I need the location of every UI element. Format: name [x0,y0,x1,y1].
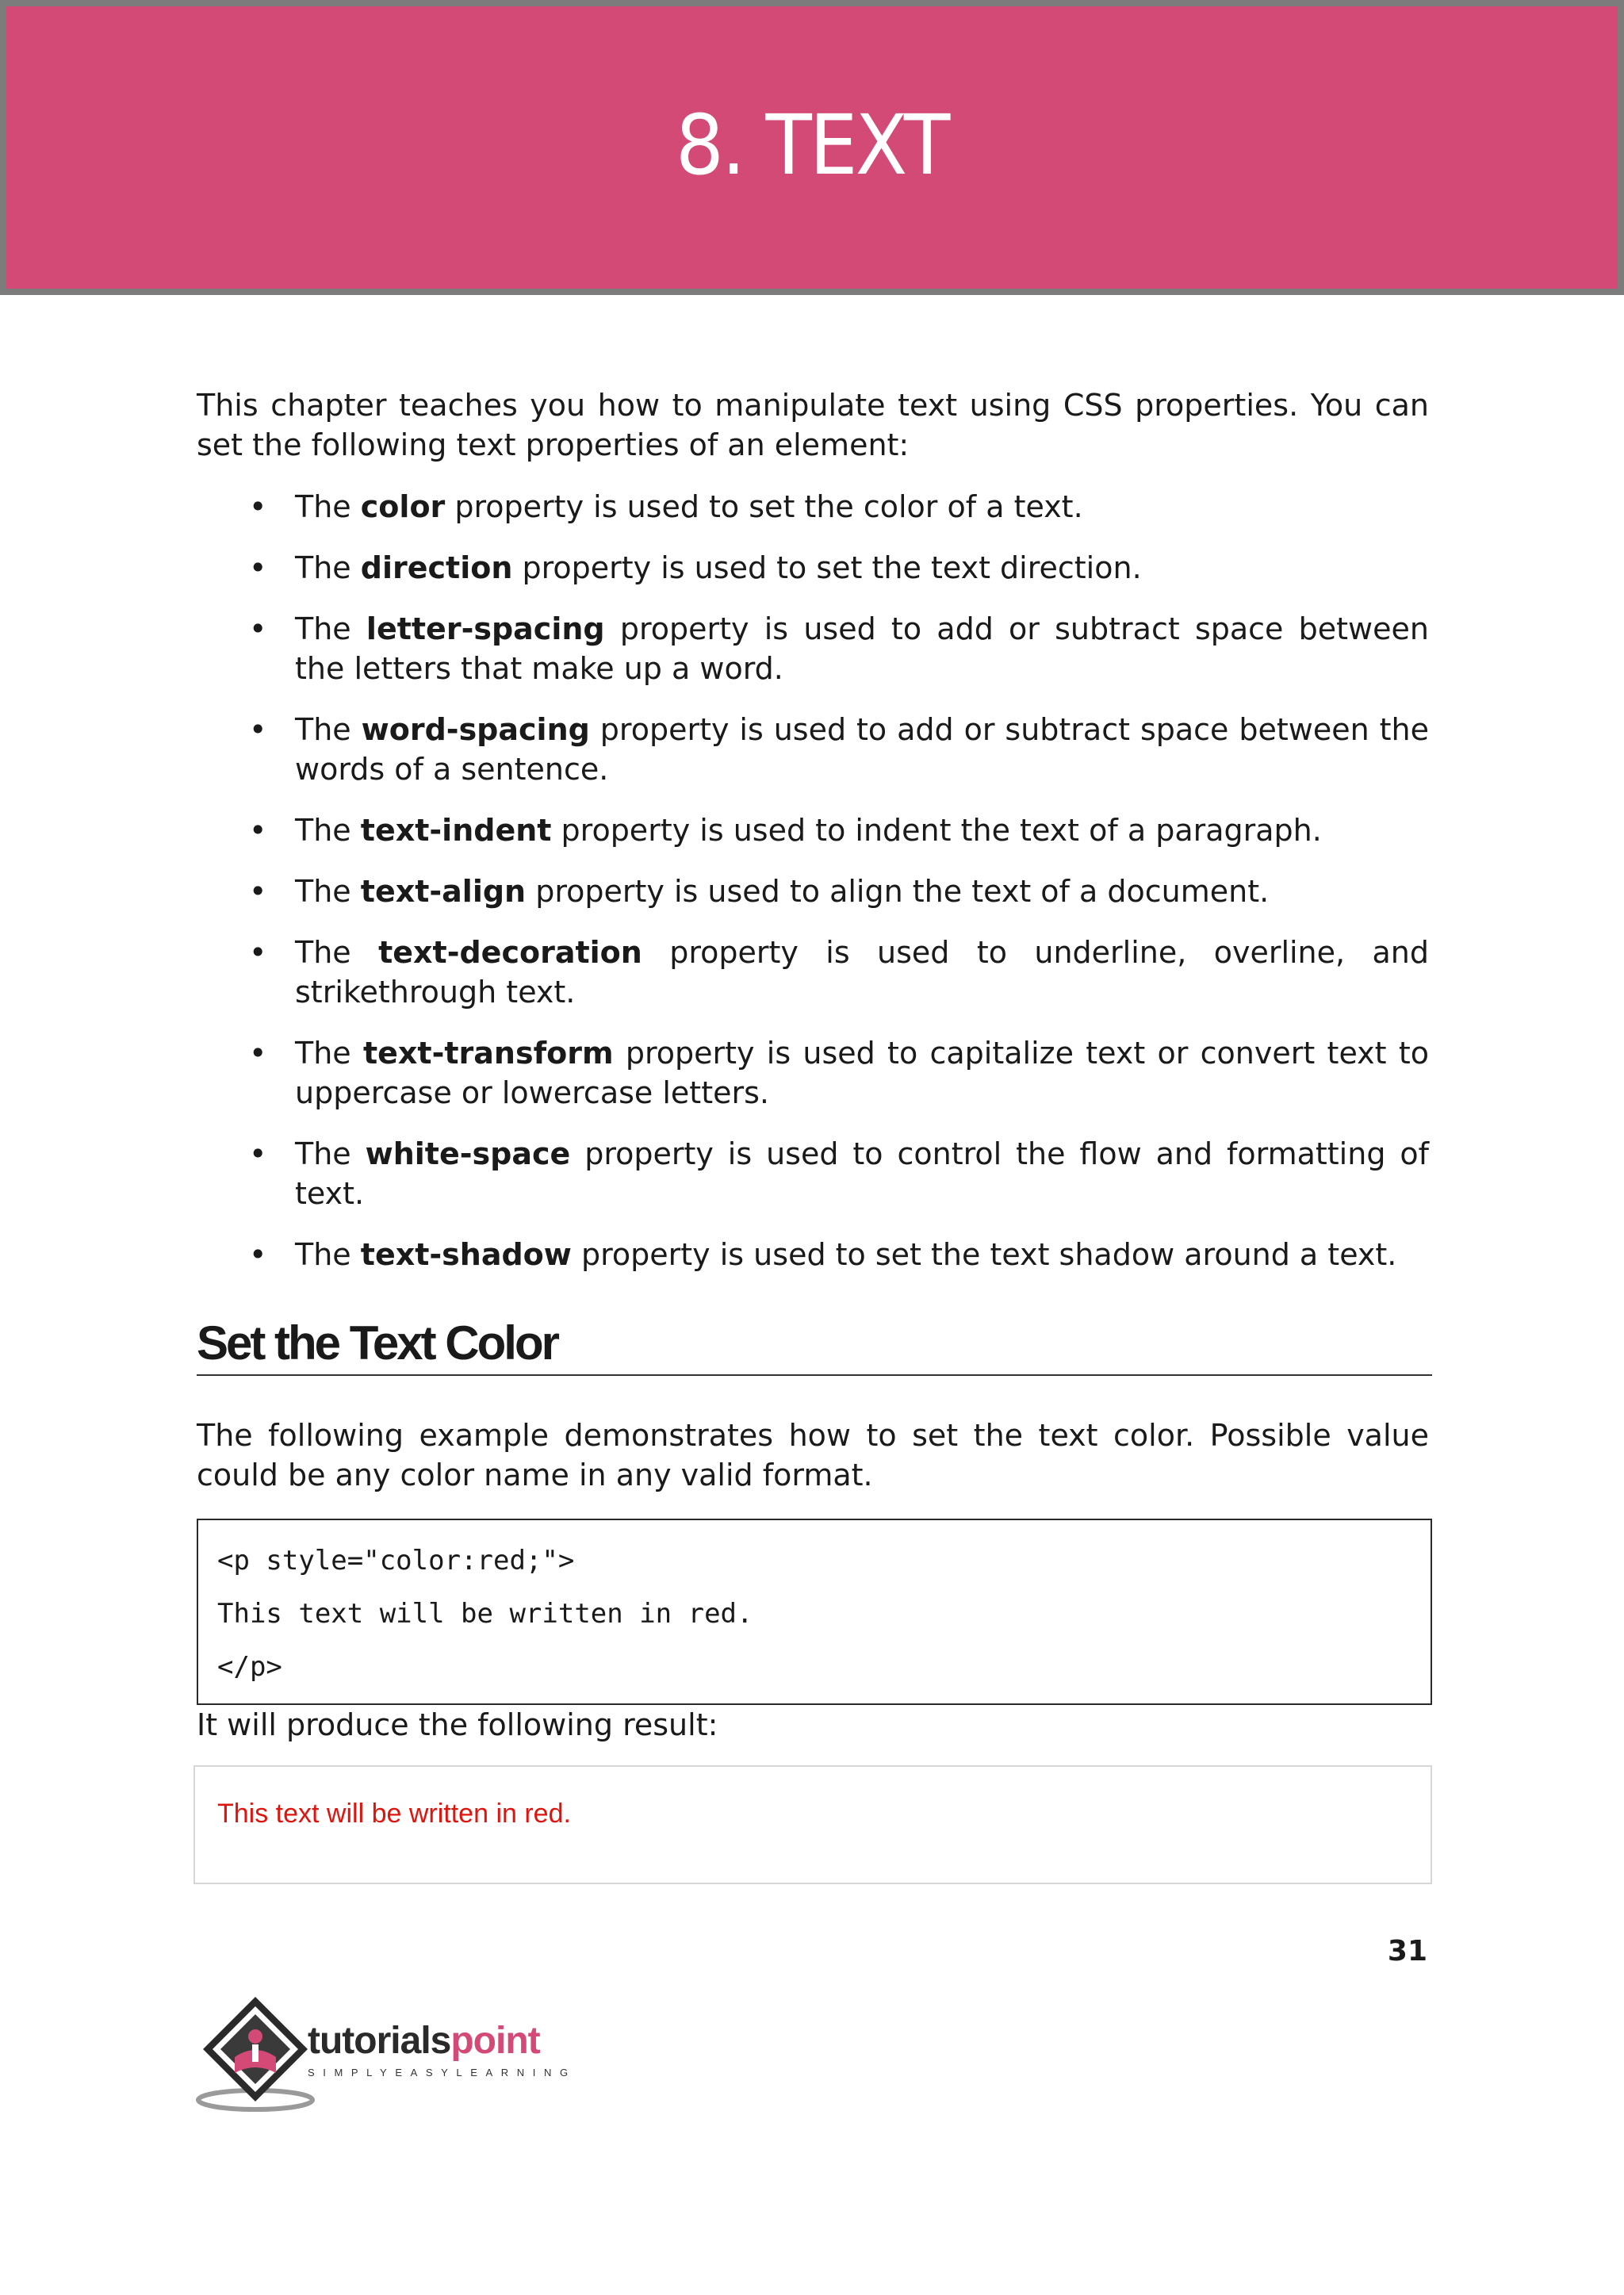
property-name: text-indent [360,813,552,848]
result-text: This text will be written in red. [217,1798,571,1829]
code-block [197,1519,1432,1705]
property-name: word-spacing [361,712,590,747]
list-item: • The white-space property is used to control the flow and formatting of text. [197,1134,1429,1213]
list-item: • The text-decoration property is used to underline, overline, and strikethrough text. [197,933,1429,1012]
property-name: text-align [360,874,527,909]
result-preview [193,1765,1432,1884]
property-name: text-decoration [378,935,642,970]
property-name: text-shadow [360,1237,572,1272]
list-item: • The direction property is used to set the text direction. [197,548,1429,588]
list-item: • The word-spacing property is used to add or subtract space between the words of a sentence. [197,710,1429,789]
list-item: • The letter-spacing property is used to add or subtract space between the letters that make up a word. [197,609,1429,688]
property-name: letter-spacing [366,611,605,646]
bullet-icon: • [249,611,267,646]
list-item: • The text-transform property is used to capitalize text or convert text to uppercase or lowercase letters. [197,1033,1429,1113]
bullet-icon: • [249,550,267,585]
section-paragraph: The following example demonstrates how to set the text color. Possible value could be any color name in any valid format. [197,1417,1429,1492]
code-line: </p> [217,1650,282,1683]
property-name: text-transform [362,1036,614,1071]
bullet-icon: • [249,813,267,848]
bullet-icon: • [249,1036,267,1071]
chapter-title: 8. TEXT [676,97,948,193]
chapter-banner [0,0,1624,295]
logo-emblem-icon [193,1990,320,2117]
property-name: white-space [365,1136,571,1171]
bullet-icon: • [249,712,267,747]
tutorialspoint-logo [193,1990,606,2117]
page-number: 31 [1387,1935,1427,1967]
property-list [197,487,1429,1274]
list-item: • The text-align property is used to align the text of a document. [197,872,1429,911]
bullet-icon: • [249,935,267,970]
page-content [197,385,1429,1884]
property-name: color [360,489,446,524]
bullet-icon: • [249,1136,267,1171]
property-name: direction [360,550,513,585]
section-heading: Set the Text Color [197,1316,1432,1376]
list-item: • The text-indent property is used to indent the text of a paragraph. [197,810,1429,850]
list-item: • The color property is used to set the color of a text. [197,487,1429,527]
bullet-icon: • [249,874,267,909]
intro-paragraph: This chapter teaches you how to manipulate text using CSS properties. You can set the following text properties of an element: [197,388,1429,462]
bullet-icon: • [249,489,267,524]
code-line: <p style="color:red;"> [217,1544,575,1577]
logo-wordmark: tutorialspoint [308,2020,540,2062]
bullet-icon: • [249,1237,267,1272]
logo-tagline: SIMPLYEASYLEARNING [308,2067,576,2079]
code-line: This text will be written in red. [217,1597,753,1630]
list-item: • The text-shadow property is used to set the text shadow around a text. [197,1235,1429,1274]
result-label: It will produce the following result: [197,1707,718,1742]
